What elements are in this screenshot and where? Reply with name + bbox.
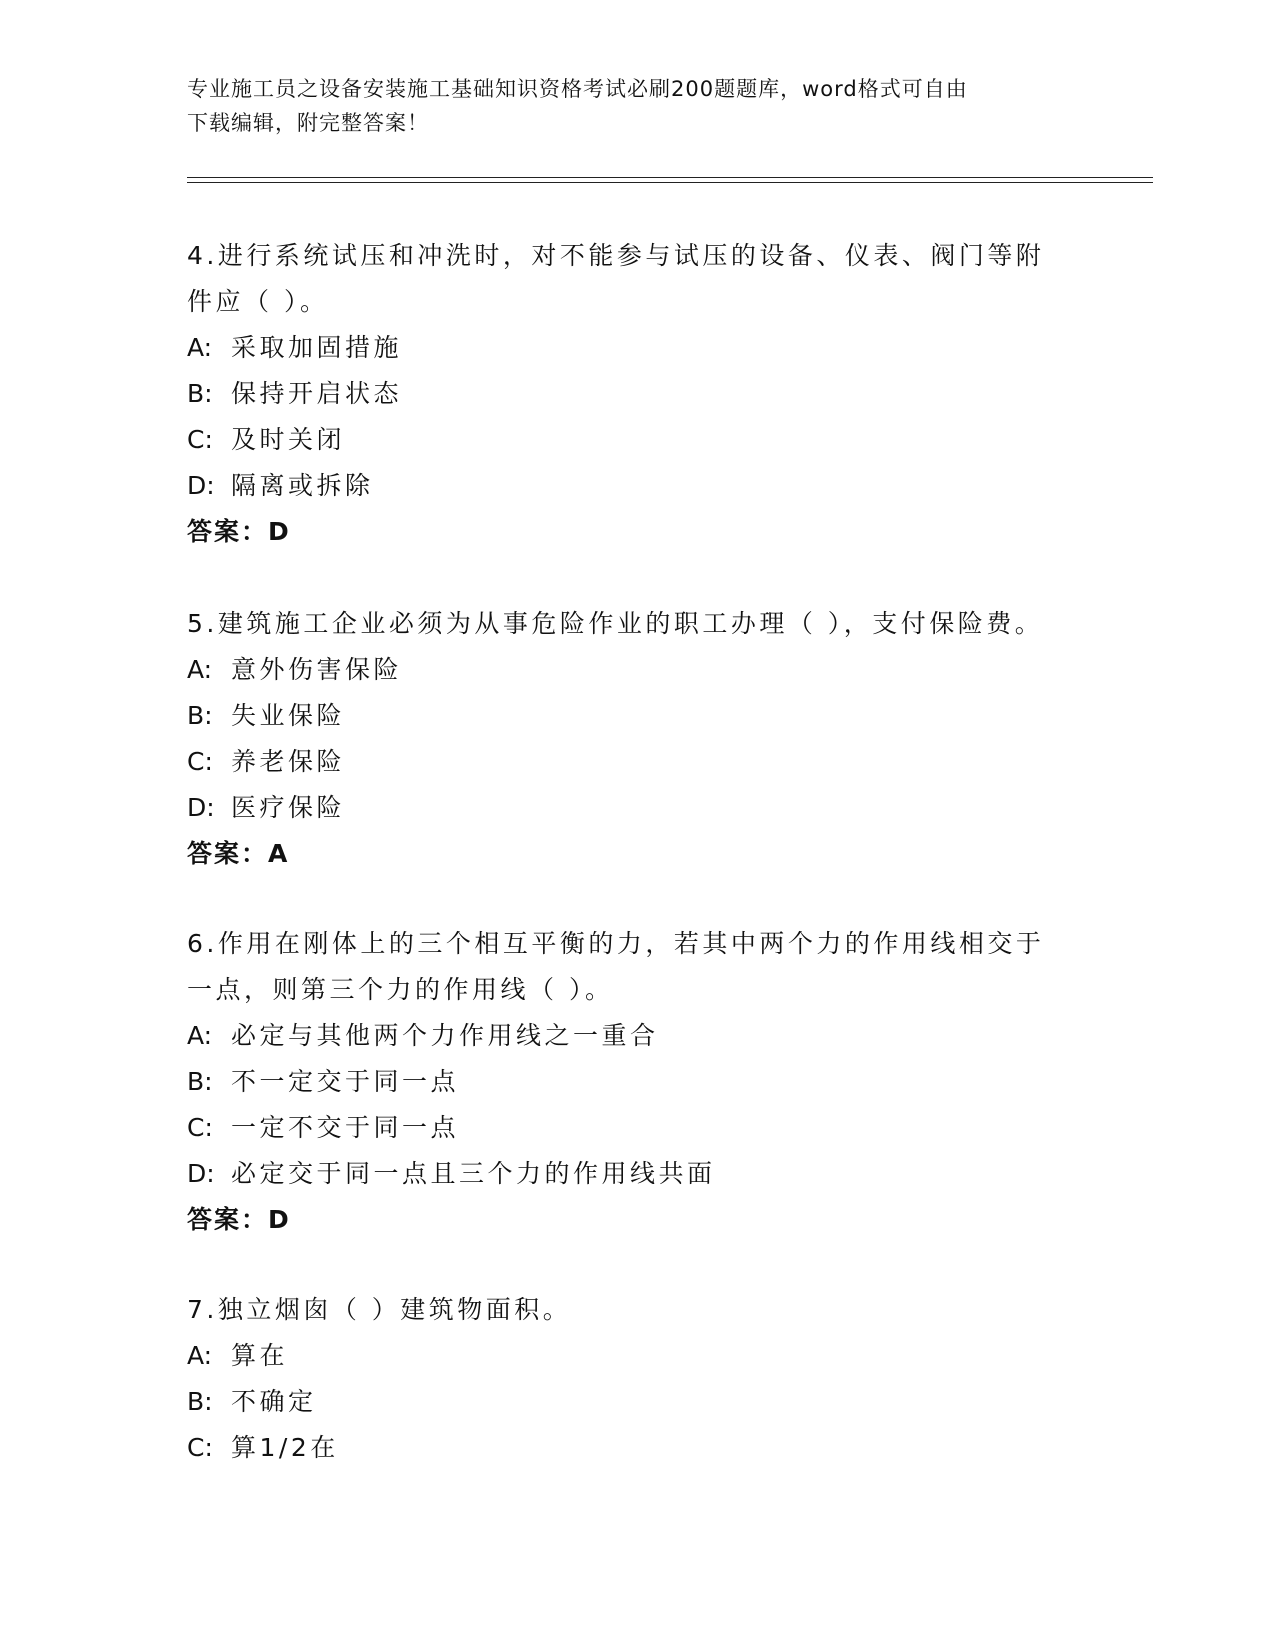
question-text-line: 一点，则第三个力的作用线（ ）。: [187, 975, 614, 1004]
option-text: 必定交于同一点且三个力的作用线共面: [231, 1159, 716, 1188]
question-text-line: 4.进行系统试压和冲洗时，对不能参与试压的设备、仪表、阀门等附: [187, 241, 1045, 270]
option-letter: B:: [187, 701, 213, 730]
question-text-line: 5.建筑施工企业必须为从事危险作业的职工办理（ ），支付保险费。: [187, 609, 1044, 638]
header-divider-bottom: [187, 182, 1153, 183]
option-text: 不确定: [231, 1387, 317, 1416]
option-d: [187, 785, 1087, 831]
document-header: [187, 72, 1087, 140]
option-text: 不一定交于同一点: [231, 1067, 460, 1096]
option-text: 医疗保险: [231, 793, 346, 822]
answer: 答案：A: [187, 839, 290, 868]
option-c: [187, 417, 1087, 463]
option-a: [187, 647, 1087, 693]
option-d: [187, 1151, 1087, 1197]
option-letter: A:: [187, 655, 213, 684]
option-letter: B:: [187, 379, 213, 408]
option-b: [187, 371, 1087, 417]
option-letter: A:: [187, 1341, 213, 1370]
option-letter: A:: [187, 1021, 213, 1050]
option-letter: C:: [187, 747, 213, 776]
question-text-line: 6.作用在刚体上的三个相互平衡的力，若其中两个力的作用线相交于: [187, 929, 1045, 958]
header-divider-top: [187, 177, 1153, 178]
option-text: 算在: [231, 1341, 289, 1370]
option-c: [187, 1105, 1087, 1151]
option-text: 失业保险: [231, 701, 346, 730]
option-text: 一定不交于同一点: [231, 1113, 460, 1142]
question-4: [187, 233, 1087, 555]
header-line-2: 下载编辑，附完整答案！: [187, 111, 429, 135]
option-b: [187, 1059, 1087, 1105]
option-text: 及时关闭: [231, 425, 346, 454]
question-7: [187, 1287, 1087, 1471]
question-text-line: 件应（ ）。: [187, 287, 329, 316]
option-letter: D:: [187, 1159, 215, 1188]
answer: 答案：D: [187, 517, 291, 546]
option-c: [187, 1425, 1087, 1471]
option-c: [187, 739, 1087, 785]
option-text: 算1/2在: [231, 1433, 339, 1462]
option-b: [187, 693, 1087, 739]
answer: 答案：D: [187, 1205, 291, 1234]
option-text: 采取加固措施: [231, 333, 403, 362]
option-text: 养老保险: [231, 747, 346, 776]
option-letter: A:: [187, 333, 213, 362]
question-text-line: 7.独立烟囱（ ）建筑物面积。: [187, 1295, 572, 1324]
header-line-1: 专业施工员之设备安装施工基础知识资格考试必刷200题题库，word格式可自由: [187, 77, 968, 101]
question-6: [187, 921, 1087, 1243]
option-b: [187, 1379, 1087, 1425]
option-letter: C:: [187, 1113, 213, 1142]
option-d: [187, 463, 1087, 509]
option-a: [187, 1013, 1087, 1059]
option-a: [187, 325, 1087, 371]
option-text: 隔离或拆除: [231, 471, 374, 500]
question-5: [187, 601, 1087, 877]
option-letter: D:: [187, 793, 215, 822]
option-a: [187, 1333, 1087, 1379]
option-letter: B:: [187, 1387, 213, 1416]
option-text: 必定与其他两个力作用线之一重合: [231, 1021, 659, 1050]
option-letter: B:: [187, 1067, 213, 1096]
option-letter: C:: [187, 1433, 213, 1462]
option-text: 保持开启状态: [231, 379, 403, 408]
option-letter: C:: [187, 425, 213, 454]
option-text: 意外伤害保险: [231, 655, 403, 684]
option-letter: D:: [187, 471, 215, 500]
